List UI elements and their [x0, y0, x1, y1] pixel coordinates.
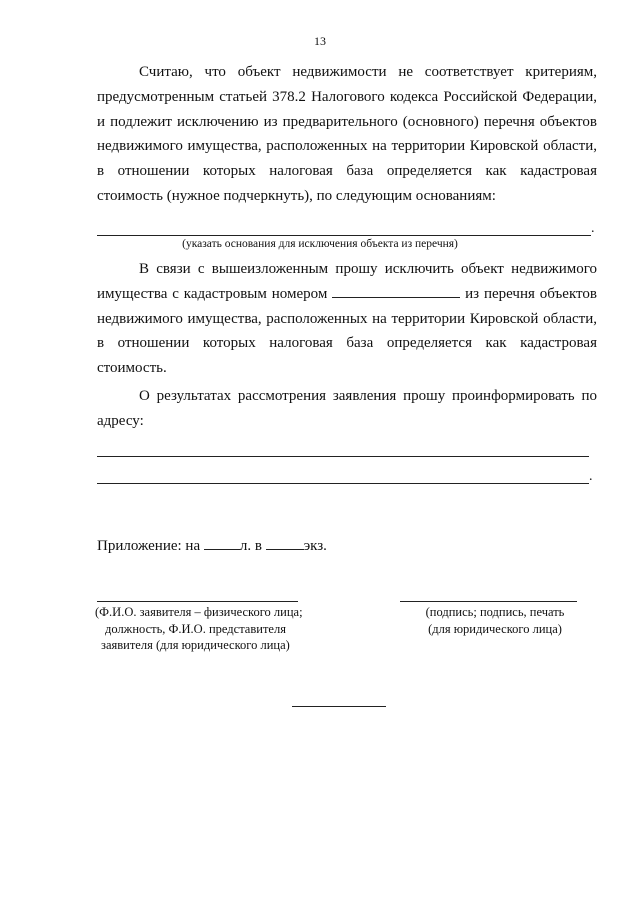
paragraph-request-text-after: из перечня объектов недвижимого имущества, расположенных на территории Кировской области, в отношении которых налоговая база определяется как кадастровая стоимость.: [97, 285, 597, 377]
paragraph-request: [97, 257, 597, 381]
attachment-suffix: экз.: [303, 538, 327, 554]
paragraph-criteria-text: Считаю, что объект недвижимости не соответствует критериям, предусмотренным статьей 378.2 Налогового кодекса Российской Федерации, и подлежит исключению из предварительного (основного) перечня объектов недвижимого имущества, расположенных на территории Кировской области, в отношении которых налоговая база определяется как кадастровая стоимость (нужное подчеркнуть), по следующим основаниям:: [97, 64, 597, 204]
paragraph-address-text: О результатах рассмотрения заявления прошу проинформировать по адресу:: [97, 388, 597, 429]
applicant-name-caption: [95, 604, 335, 654]
signature-line[interactable]: [400, 601, 577, 602]
attachment-prefix: Приложение: на: [97, 538, 201, 554]
paragraph-address: [97, 384, 597, 434]
signature-caption-line-2: (для юридического лица): [428, 621, 562, 636]
signature-caption-line-1: (подпись; подпись, печать: [425, 605, 565, 619]
cadastral-number-field[interactable]: [332, 282, 460, 298]
attachment-line: [97, 535, 327, 556]
address-line-dot: .: [589, 469, 593, 484]
applicant-name-line[interactable]: [97, 601, 298, 602]
reason-fill-line[interactable]: [97, 235, 591, 236]
document-end-rule: [292, 706, 386, 707]
reason-hint: (указать основания для исключения объекта из перечня): [182, 238, 458, 250]
address-fill-line-1[interactable]: [97, 456, 589, 457]
attachment-sheets-field[interactable]: [204, 535, 240, 550]
reason-line-dot: .: [591, 221, 595, 236]
attachment-middle: л. в: [239, 538, 262, 554]
page-number: 13: [314, 34, 326, 48]
applicant-caption-line-1: (Ф.И.О. заявителя – физического лица;: [95, 605, 303, 619]
applicant-caption-line-3: заявителя (для юридического лица): [101, 638, 290, 652]
applicant-caption-line-2: должность, Ф.И.О. представителя: [105, 621, 286, 636]
paragraph-request-text-before: В связи с вышеизложенным прошу исключить объект недвижимого имущества с кадастровым номером: [97, 261, 597, 302]
address-fill-line-2[interactable]: [97, 483, 589, 484]
attachment-copies-field[interactable]: [266, 535, 304, 550]
signature-caption: [400, 604, 590, 637]
paragraph-criteria: [97, 60, 597, 209]
